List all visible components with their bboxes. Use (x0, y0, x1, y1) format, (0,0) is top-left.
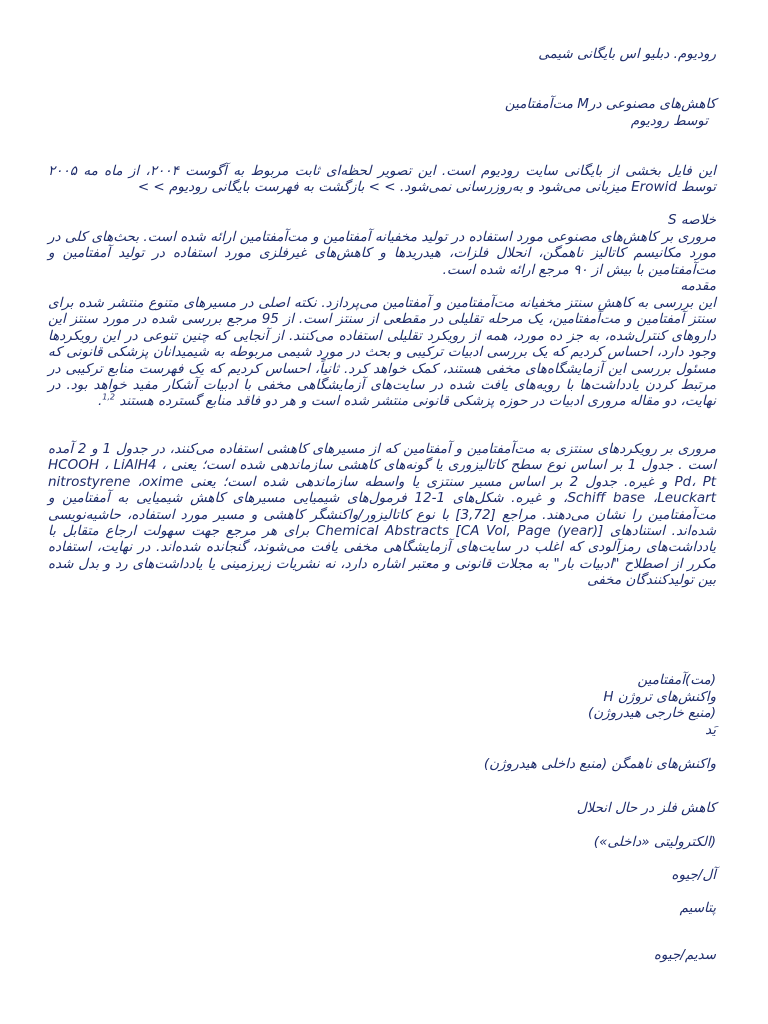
abstract-text: مروری بر کاهش‌های مصنوعی مورد استفاده در تولید مخفیانه آمفتامین و مت‌آمفتامین ارائه شده است. بحث‌های کلی در مورد مکانیسم کاتالیز ناهمگن، انحلال فلزات، هیدریدها و کاهش‌های غیرفلزی مورد استفاده در تولید آمفتامین و مت‌آمفتامین با بیش از ۹۰ مرجع ارائه شده است. (48, 229, 716, 278)
outline-item: یَد (705, 722, 716, 738)
outline-item: (مت)آمفتامین (637, 672, 716, 688)
site-header-line: رودیوم. دبلیو اس بایگانی شیمی (538, 46, 716, 62)
abstract-heading: خلاصه S (668, 212, 716, 228)
introduction-heading: مقدمه (680, 278, 716, 294)
introduction-paragraph (48, 295, 716, 410)
outline-item: (الکترولیتی «داخلی») (593, 834, 716, 850)
document-title: کاهش‌های مصنوعی درM مت‌آمفتامین (504, 96, 716, 112)
outline-item: واکنش‌های تروژن H (603, 689, 716, 705)
outline-item: کاهش فلز در حال انحلال (576, 800, 716, 816)
introduction-refs: 1,2 (102, 392, 116, 402)
outline-item: آل/جیوه (671, 867, 716, 883)
outline-item: سدیم/جیوه (653, 947, 716, 963)
archive-note: این فایل بخشی از بایگانی سایت رودیوم است. این تصویر لحظه‌ای ثابت مربوط به آگوست ۲۰۰۴، از ماه مه ۲۰۰۵ توسط Erowid میزبانی می‌شود و به‌روزرسانی نمی‌شود. > > بازگشت به فهرست بایگانی رودیوم > > (48, 163, 716, 196)
outline-item: پتاسیم (679, 900, 716, 916)
introduction-end: . (98, 393, 103, 410)
review-paragraph: مروری بر رویکردهای سنتزی به مت‌آمفتامین و آمفتامین که از مسیرهای کاهشی استفاده می‌کنند، در جدول 1 و 2 آمده است . جدول 1 بر اساس نوع سطح کاتالیزوری یا گونه‌های کاهشی سازماندهی شده است؛ یعنی HCOOH ، LiAlH4 ، Pd، Pt و غیره. جدول 2 بر اساس مسیر سنتزی یا واسطه سازماندهی شده است؛ یعنی nitrostyrene ،oxime ،Schiff base ،Leuckart و غیره. شکل‌های 1-12 فرمول‌های شیمیایی مسیرهای کاهش شیمیایی به آمفتامین و مت‌آمفتامین را نشان می‌دهند. مراجع [3,72] با نوع کاتالیزور/واکنشگر کاهشی و مسیر مورد استفاده، حاشیه‌نویسی شده‌اند. استنادهای Chemical Abstracts [CA Vol, Page (year)] برای هر مرجع جهت سهولت ارجاع متقابل با یادداشت‌های رمزآلودی که اغلب در سایت‌های آزمایشگاهی مخفی یافت می‌شوند، گنجانده شده‌اند. در نهایت، استفاده مکرر از اصطلاح "ادبیات بار" به مجلات قانونی و معتبر اشاره دارد، نه نشریات زیرزمینی یا یادداشت‌های رد و بدل شده بین تولیدکنندگان مخفی (48, 441, 717, 589)
document-author: توسط رودیوم (630, 113, 708, 129)
introduction-text: این بررسی به کاهش سنتز مخفیانه مت‌آمفتامین و آمفتامین می‌پردازد. نکته اصلی در مسیرهای متنوع منتشر شده برای سنتز آمفتامین و مت‌آمفتامین، یک مرحله تقلیلی در مقطعی از سنتز است. از 95 مرجع بررسی شده در مورد سنتز این داروهای کنترل‌شده، به جز ده مورد، همه از رویکرد تقلیلی استفاده می‌کنند. از آنجایی که چنین تنوعی در این رویکردها وجود دارد، احساس کردیم که یک بررسی ادبیات ترکیبی و بحث در مورد شیمی مربوطه به شیمیدانان پزشکی قانونی که مسئول بررسی این آزمایشگاه‌های مخفی هستند، کمک خواهد کرد. ثانیاً، احساس کردیم که یک فهرست منابع ترکیبی در مرتبط کردن یادداشت‌ها با رویه‌های یافت شده در سایت‌های آزمایشگاهی مخفی با ادبیات آشکار مفید خواهد بود. در نهایت، دو مقاله مروری ادبیات در حوزه پزشکی قانونی منتشر شده است و هر دو فاقد منابع گسترده هستند (48, 295, 716, 410)
outline-item: (منبع خارجی هیدروژن) (587, 705, 716, 721)
outline-item: واکنش‌های ناهمگن (منبع داخلی هیدروژن) (483, 756, 716, 772)
